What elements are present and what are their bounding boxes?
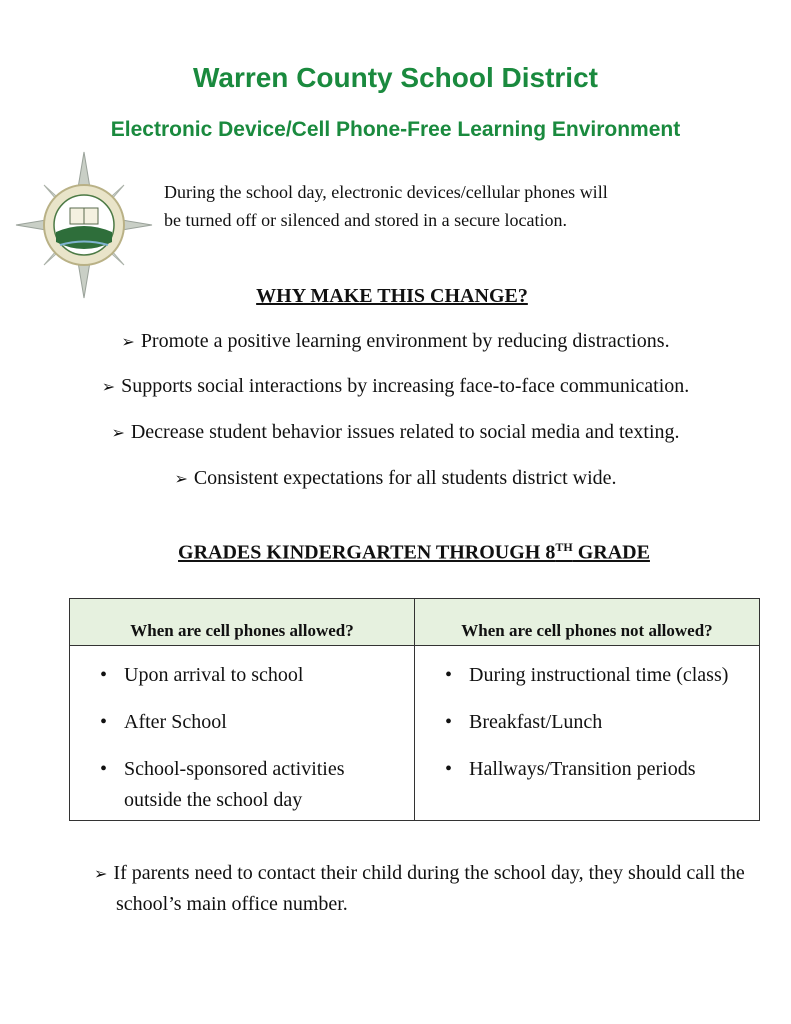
allowed-list — [94, 660, 404, 816]
intro-text — [164, 178, 724, 234]
why-heading: WHY MAKE THIS CHANGE? — [256, 285, 528, 307]
not-allowed-cell — [415, 646, 760, 821]
reason-item — [0, 467, 791, 490]
cell-phone-rules-table — [69, 598, 760, 821]
arrow-bullet-icon: ➢ — [174, 469, 188, 488]
reason-text: Decrease student behavior issues related to social media and texting. — [130, 421, 680, 443]
reason-text: Consistent expectations for all students district wide. — [193, 467, 617, 489]
not-allowed-item: • Breakfast/Lunch — [439, 707, 749, 738]
contact-note — [94, 858, 756, 919]
not-allowed-item: • Hallways/Transition periods — [439, 754, 749, 785]
allowed-item: • After School — [94, 707, 404, 738]
intro-line-1: During the school day, electronic devices/cellular phones will — [164, 182, 608, 202]
arrow-bullet-icon: ➢ — [121, 332, 135, 351]
grades-heading — [0, 540, 791, 565]
arrow-bullet-icon: ➢ — [101, 377, 116, 396]
allowed-column-header: When are cell phones allowed? — [70, 599, 415, 646]
contact-text: If parents need to contact their child during the school day, they should call the school’s main office number. — [113, 862, 745, 915]
allowed-item: • School-sponsored activities outside the school day — [94, 754, 404, 816]
reason-text: Supports social interactions by increasing face-to-face communication. — [121, 375, 690, 397]
arrow-bullet-icon: ➢ — [94, 864, 108, 883]
grades-heading-tail: GRADE — [572, 541, 650, 564]
allowed-item: • Upon arrival to school — [94, 660, 404, 691]
grades-heading-main: GRADES KINDERGARTEN THROUGH 8 — [178, 541, 556, 564]
reason-item — [0, 375, 791, 398]
policy-subtitle: Electronic Device/Cell Phone-Free Learning Environment — [110, 118, 681, 141]
reason-text: Promote a positive learning environment by reducing distractions. — [140, 330, 670, 352]
not-allowed-list — [439, 660, 749, 785]
reason-item — [0, 330, 791, 353]
arrow-bullet-icon: ➢ — [111, 423, 125, 442]
intro-line-2: be turned off or silenced and stored in a secure location. — [164, 210, 568, 230]
grades-heading-sup: TH — [555, 540, 573, 554]
district-title: Warren County School District — [192, 62, 598, 93]
not-allowed-item: • During instructional time (class) — [439, 660, 749, 691]
allowed-cell — [70, 646, 415, 821]
not-allowed-column-header: When are cell phones not allowed? — [415, 599, 760, 646]
compass-logo — [14, 150, 154, 300]
reason-item — [0, 421, 791, 444]
